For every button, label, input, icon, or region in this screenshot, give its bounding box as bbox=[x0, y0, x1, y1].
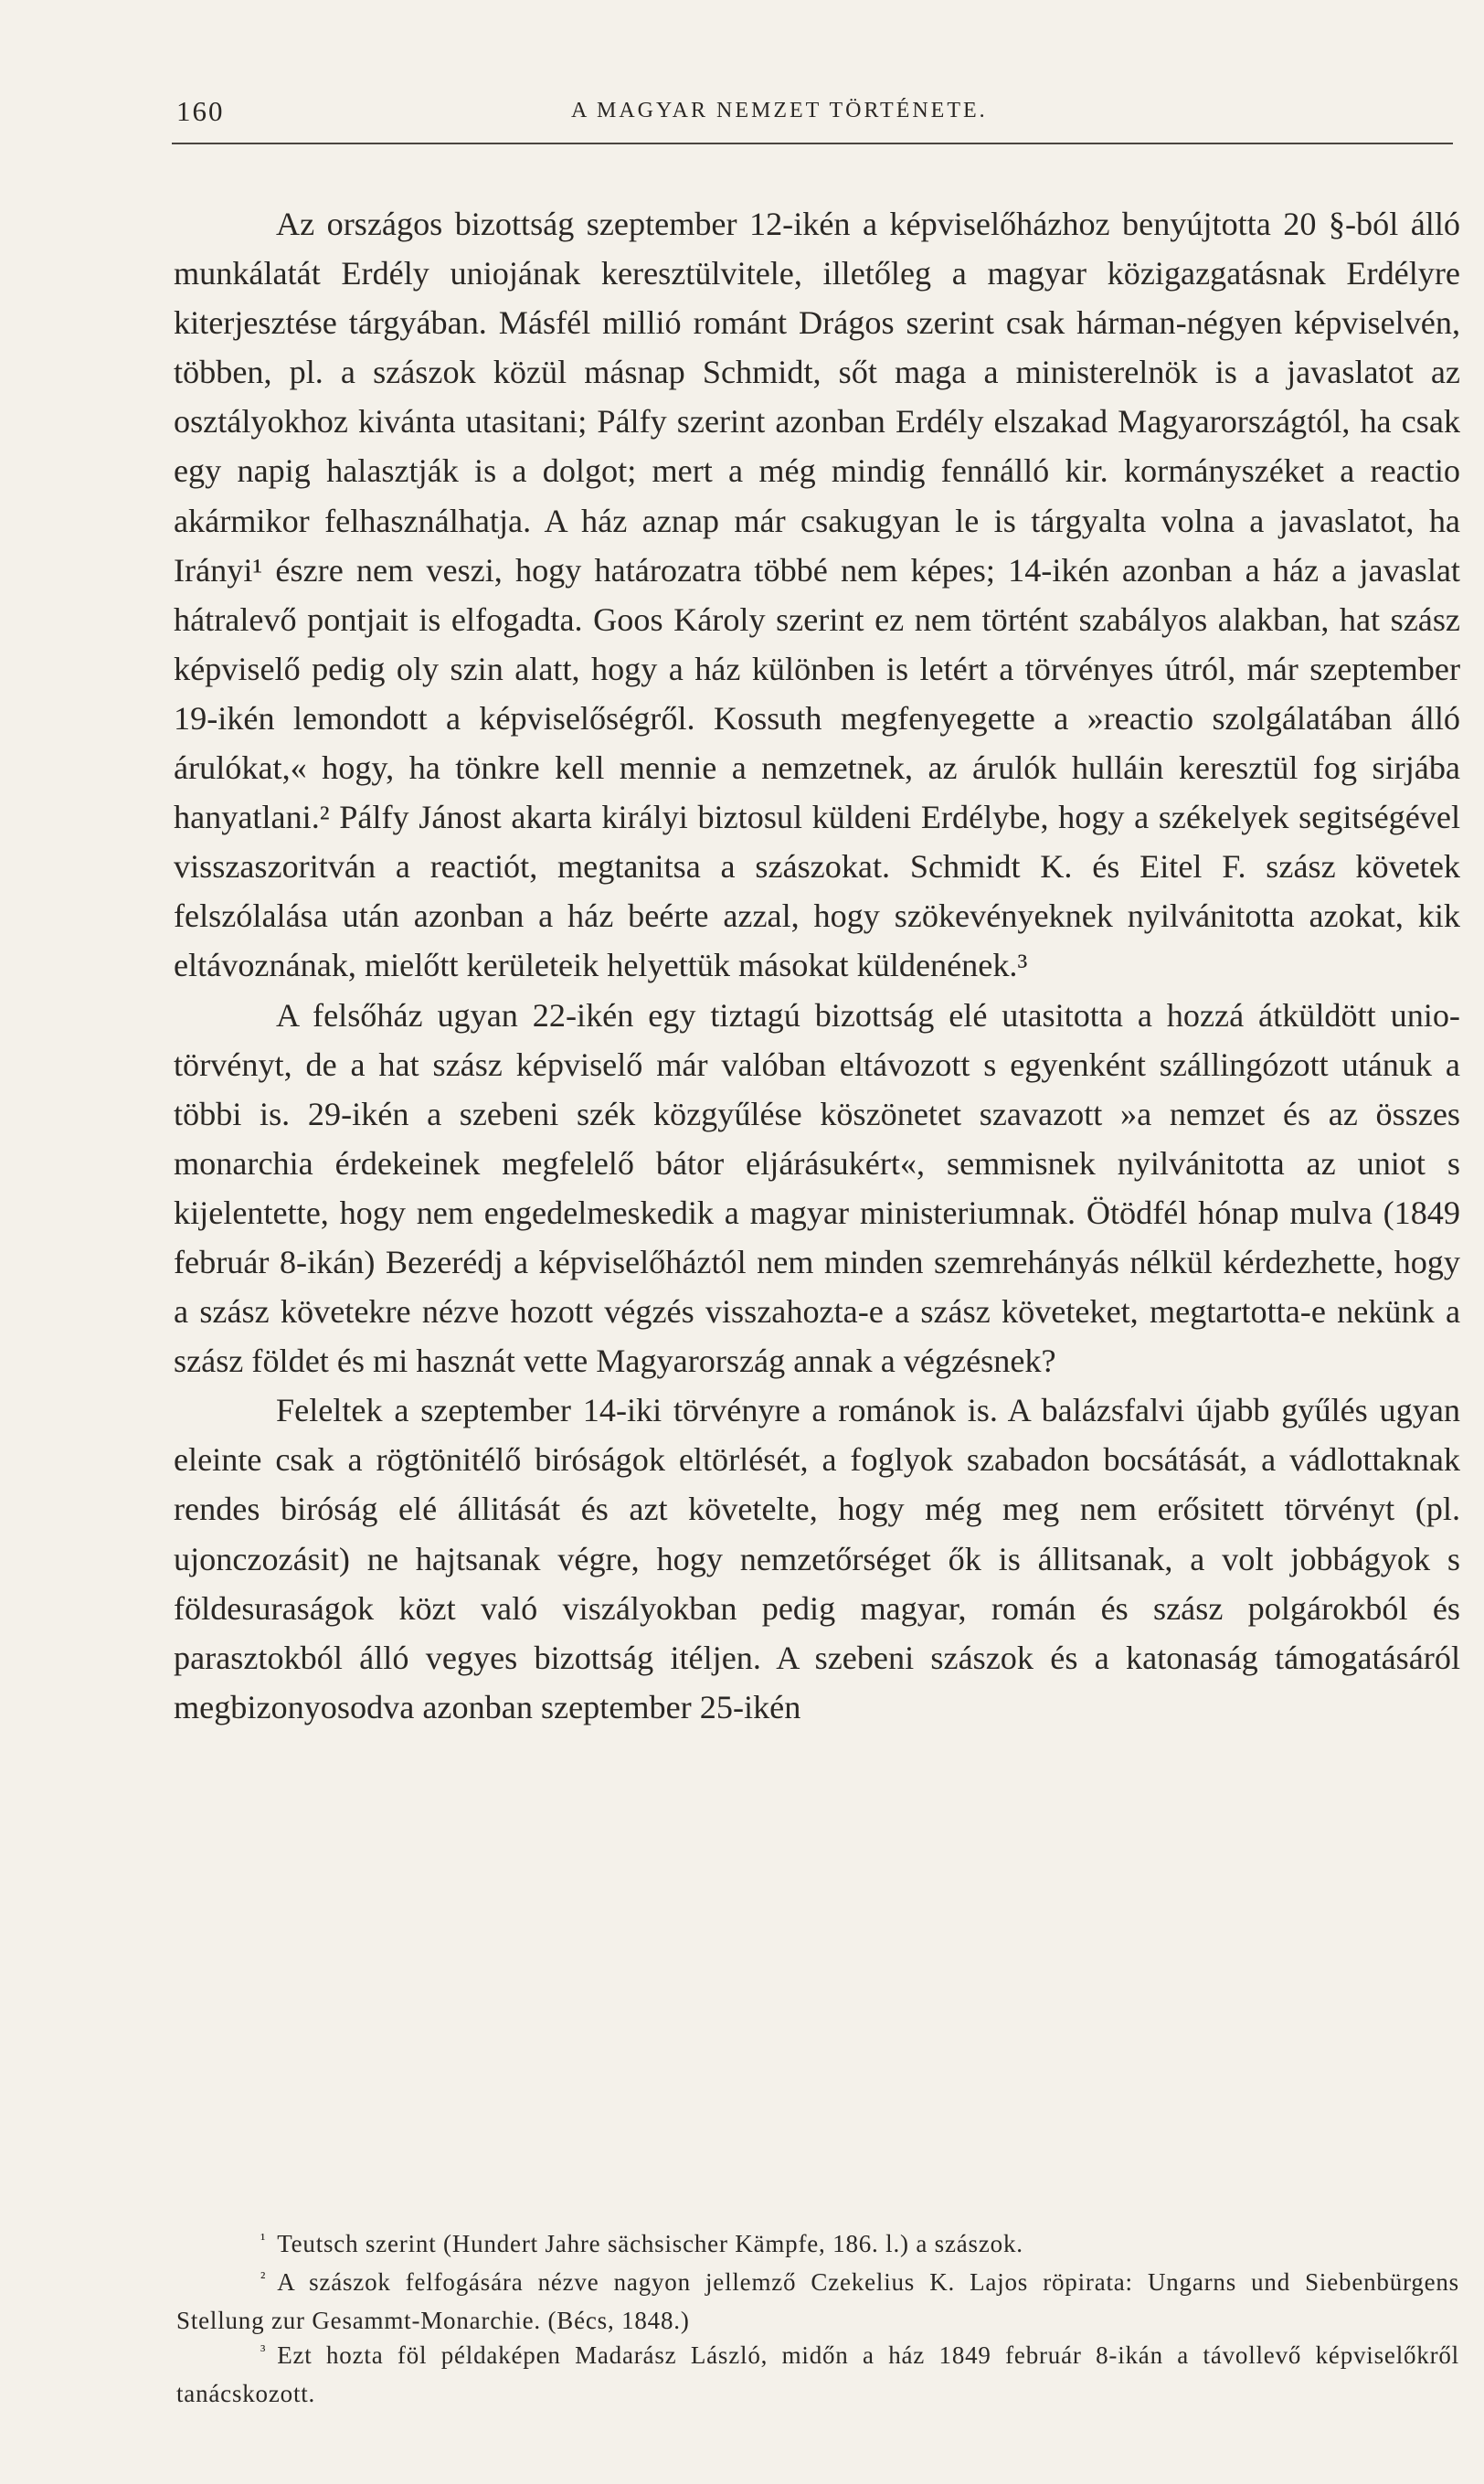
footnote-text: Teutsch szerint (Hundert Jahre sächsischer Kämpfe, 186. l.) a szászok. bbox=[277, 2230, 1023, 2257]
footnotes bbox=[176, 2226, 1459, 2412]
footnote-text: Ezt hozta föl példaképen Madarász László, midőn a ház 1849 február 8-ikán a távollevő képviselőkről tanácskozott. bbox=[176, 2341, 1459, 2408]
footnote-marker: ² bbox=[260, 2267, 267, 2287]
running-title: A MAGYAR NEMZET TÖRTÉNETE. bbox=[571, 99, 988, 122]
footnote-marker: ¹ bbox=[260, 2230, 267, 2248]
main-text bbox=[174, 199, 1460, 1732]
paragraph: A felsőház ugyan 22-ikén egy tiztagú bizottság elé utasitotta a hozzá átküldött unio-törvényt, de a hat szász képviselő már valóban eltávozott s egyenként szállingózott utánuk a többi is. 29-ikén a szebeni szék közgyűlése köszönetet szavazott »a nemzet és az összes monarchia érdekeinek megfelelő bátor eljárásukért«, semmisnek nyilvánitotta az uniot s kijelentette, hogy nem engedelmeskedik a magyar ministeriumnak. Ötödfél hónap mulva (1849 február 8-ikán) Bezerédj a képviselőháztól nem minden szemrehányás nélkül kérdezhette, hogy a szász követekre nézve hozott végzés visszahozta-e a szász követeket, megtartotta-e nekünk a szász földet és mi hasznát vette Magyarország annak a végzésnek? bbox=[174, 996, 1460, 1380]
footnote bbox=[176, 2226, 1459, 2265]
footnote-marker: ³ bbox=[260, 2341, 267, 2361]
footnote bbox=[176, 2338, 1459, 2412]
footnote bbox=[176, 2265, 1459, 2339]
paragraph: Feleltek a szeptember 14-iki törvényre a románok is. A balázsfalvi újabb gyűlés ugyan eleinte csak a rögtönitélő biróságok eltörlését, a foglyok szabadon bocsátását, a vádlottaknak rendes biróság elé állitását és azt követelte, hogy még meg nem erősitett törvényt (pl. ujonczozásit) ne hajtsanak végre, hogy nemzetőrséget ők is állitsanak, a volt jobbágyok s földesuraságok közt való viszályokban pedig magyar, román és szász polgárokból és parasztokból álló vegyes bizottság itéljen. A szebeni szászok és a katonaság támogatásáról megbizonyosodva azonban szeptember 25-ikén bbox=[174, 1392, 1460, 1725]
header-rule bbox=[172, 143, 1453, 144]
page-header bbox=[176, 95, 1452, 141]
paragraph: Az országos bizottság szeptember 12-ikén a képviselőházhoz benyújtotta 20 §-ból álló munkálatát Erdély uniojának keresztülvitele, illetőleg a magyar közigazgatásnak Erdélyre kiterjesztése tárgyában. Másfél millió románt Drágos szerint csak hárman-négyen képviselvén, többen, pl. a szászok közül másnap Schmidt, sőt maga a ministerelnök is a javaslatot az osztályokhoz kivánta utasitani; Pálfy szerint azonban Erdély elszakad Magyarországtól, ha csak egy napig halasztják is a dolgot; mert a még mindig fennálló kir. kormányszéket a reactio akármikor felhasználhatja. A ház aznap már csakugyan le is tárgyalta volna a javaslatot, ha Irányi¹ észre nem veszi, hogy határozatra többé nem képes; 14-ikén azonban a ház a javaslat hátralevő pontjait is elfogadta. Goos Károly szerint ez nem történt szabályos alakban, hat szász képviselő pedig oly szin alatt, hogy a ház különben is letért a törvényes útról, már szeptember 19-ikén lemondott a képviselőségről. Kossuth megfenyegette a »reactio szolgálatában álló árulókat,« hogy, ha tönkre kell mennie a nemzetnek, az árulók hulláin keresztül fog sirjába hanyatlani.² Pálfy Jánost akarta királyi biztosul küldeni Erdélybe, hogy a székelyek segitségével visszaszoritván a reactiót, megtanitsa a szászokat. Schmidt K. és Eitel F. szász követek felszólalása után azonban a ház beérte azzal, hogy szökevényeknek nyilvánitotta azokat, kik eltávoznának, mielőtt kerületeik helyettük másokat küldenének.³ bbox=[174, 206, 1460, 984]
footnote-text: A szászok felfogására nézve nagyon jellemző Czekelius K. Lajos röpirata: Ungarns und Siebenbürgens Stellung zur Gesammt-Monarchie. (Bécs, 1848.) bbox=[176, 2267, 1459, 2334]
page-number: 160 bbox=[176, 95, 225, 127]
